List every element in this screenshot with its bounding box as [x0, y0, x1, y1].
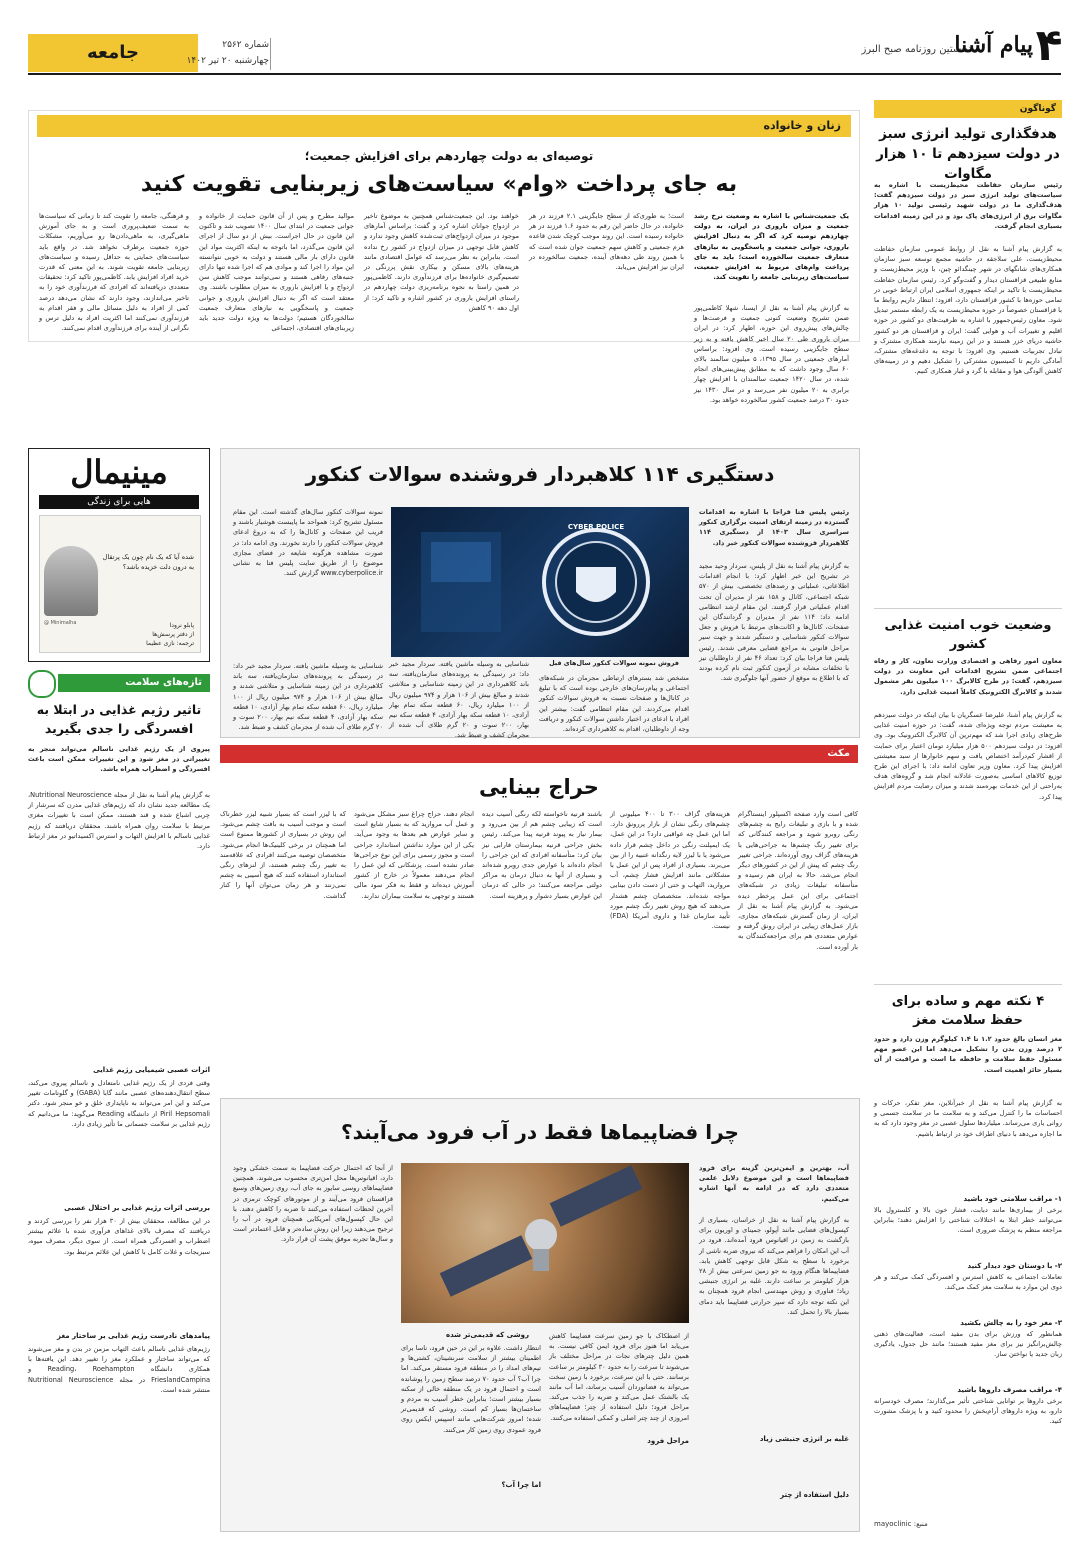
book-ad	[28, 448, 210, 662]
health-section-text: رژیم‌های غذایی ناسالم باعث التهاب مزمن در بدن و مغز می‌شوند که می‌تواند ساختار و عملکرد مغز را تغییر دهد. این یافته‌ها با همکاری دانشگاه Reading، Roehampton و FrieslandCampina در مجله Nutritional Neuroscience منتشر شده است.	[28, 1345, 210, 1394]
sidebar-kicker-bar	[874, 100, 1062, 118]
main-column: به گزارش پیام آشنا به نقل از ایسنا، شهلا کاظمی‌پور ضمن تشریح وضعیت کنونی جمعیت و فرصت‌ها و چالش‌های پیش‌روی این حوزه، اظهار کرد: در ایران میزان باروری طی ۲۰ سال اخیر کاهش یافته و به زیر سطح جایگزینی رسیده است. وی افزود: براساس آمارهای جمعیتی در سال ۱۳۹۵، ۵ میلیون سالمند بالای ۶۰ سال وجود داشت که به مطابق پیش‌بینی‌های انجام شده، در سال ۱۴۲۰ جمعیت سالمندان با افزایش چهار برابری به ۲۰ میلیون نفر می‌رسد و در سال ۱۴۳۰ نیز حدود ۳۰ درصد جمعیت کشور سالخورده خواهد بود.	[694, 304, 849, 404]
sidebar-story2-body: به گزارش پیام آشنا، علیرضا عسگریان با بیان اینکه در دولت سیزدهم به معیشت مردم توجه ویژه‌ای شده، گفت: در حوزه امنیت غذایی طرح‌های زیادی اجرا شد که مهم‌ترین آن کالابرگ الکترونیک بود. وی افزود: در دولت سیزدهم ۵۰۰ هزار میلیارد تومان اعتبار برای حمایت از اقشار کم‌درآمد اختصاص یافت و سهم خانوارها از سبد معیشتی افزایش پیدا کرد. معاون وزیر تعاون ادامه داد: با اجرای این طرح توزیع کالاهای اساسی به‌صورت عادلانه انجام شد و گروه‌های هدف به‌راحتی از این خدمات بهره‌مند شدند و میزان رضایت مردم افزایش پیدا کرد.	[874, 711, 1062, 801]
sidebar	[874, 100, 1062, 1530]
tip-text: تعاملات اجتماعی به کاهش استرس و افسردگی کمک می‌کند و هر دوی این موارد به سلامت مغز کمک می‌کند.	[874, 1273, 1062, 1292]
space-story	[220, 1098, 860, 1532]
space-subhead: اما چرا آب؟	[501, 1481, 541, 1489]
main-headline: به جای پرداخت «وام» سیاست‌های زیربنایی تقویت کنید	[140, 172, 738, 197]
spacecraft-photo	[401, 1163, 689, 1323]
police-headline: دستگیری ۱۱۴ کلاهبردار فروشنده سوالات کنکور	[305, 462, 775, 486]
poet-portrait	[44, 546, 98, 616]
masthead	[0, 0, 1089, 96]
tip-title: ۳- مغز خود را به چالش بکشید	[960, 1319, 1062, 1327]
space-subhead: مراحل فرود	[647, 1437, 689, 1445]
book-ad-title: مینیمال	[70, 453, 168, 491]
main-column: است؛ به طوری‌که از سطح جایگزینی ۲.۱ فرزند در هر خانواده، در حال حاضر این رقم به حدود ۱.۶ فرزند در هر خانواده رسیده است. این روند موجب کوچک شدن قاعده هرم جمعیتی و کاهش سهم جمعیت جوان شده است که با همین روند طی دهه‌های آینده، جمعیت سالخورده در ایران نیز افزایش می‌یابد.	[529, 212, 685, 272]
main-lead: یک جمعیت‌شناس با اشاره به وضعیت نرخ رشد جمعیت و میزان باروری در ایران، به دولت چهاردهم توصیه کرد که اگر به دنبال افزایش باروری، جوانی جمعیت و پاسخگویی به نیازهای متعارف جمعیت سالخورده است؛ باید به جای پرداخت وام‌های مربوط به افزایش جمعیت، سیاست‌های زیربنایی جامعه را تقویت کند.	[694, 212, 849, 282]
insight-column: که با لیزر است که بسیار شبیه لیزر خطرناک است و موجب آسیب به بافت چشم می‌شود. این روش در بسیاری از کشورها ممنوع است اما همچنان در برخی کلینیک‌ها انجام می‌شود. متخصصان توصیه می‌کنند افرادی که علاقه‌مند به تغییر رنگ چشم هستند، از لنزهای رنگی استاندارد استفاده کنند که هیچ آسیبی به چشم نمی‌زنند و هر زمان می‌توان آنها را کنار گذاشت.	[220, 810, 346, 900]
sidebar-story3-body: به گزارش پیام آشنا به نقل از خبرآنلاین، مغز تفکر، حرکات و احساسات ما را کنترل می‌کند و به سلامت ما در سلامت جسمی و روانی یاری می‌رساند. میلیاردها سلول عصبی در مغز وجود دارد که به ما اجازه می‌دهد با دنیای اطراف خود در ارتباط باشیم.	[874, 1099, 1062, 1138]
health-kicker-bar	[58, 674, 210, 692]
main-kicker-bar	[37, 115, 851, 137]
insight-story	[220, 745, 858, 1090]
insight-column: هزینه‌های گزاف ۳۰۰ تا ۴۰۰ میلیونی از چشم‌های رنگی نشان از بازار پررونق دارد. اما این عمل چه عواقبی دارد؟ در این عمل، یک ایمپلنت رنگی در داخل چشم قرار داده می‌شود یا با لیزر لایه رنگدانه عنبیه را از بین می‌برند. بسیاری از افراد پس از این عمل با مشکلاتی مانند افزایش فشار چشم، آب مروارید، التهاب و حتی از دست دادن بینایی مواجه شده‌اند. متخصصان چشم هشدار می‌دهند که هیچ روش تغییر رنگ چشم مورد تأیید سازمان غذا و داروی آمریکا (FDA) نیست.	[610, 810, 730, 931]
book-author-handle: @ Minimalha	[44, 620, 77, 626]
sidebar-divider	[874, 608, 1062, 609]
space-subhead: غلبه بر انرژی جنبشی زیاد	[759, 1435, 849, 1443]
health-lead: پیروی از یک رژیم غذایی ناسالم می‌تواند منجر به تغییراتی در مغز شود و این تغییرات ممکن است باعث افسردگی و اضطراب همراه باشد.	[28, 745, 210, 774]
police-column: به گزارش پیام آشنا به نقل از پلیس، سردار وحید مجید در تشریح این خبر اظهار کرد: با انجام اقدامات اطلاعاتی، عملیاتی و رصدهای تخصصی، بیش از ۵۷۰ شبکه اجتماعی، کانال و ۱۵۸ نفر از مدیران آن تحت اقدام عملیاتی قرار گرفتند. این مقام ارشد انتظامی ادامه داد: ۱۱۴ نفر از مدیران و گردانندگان این صفحات، کانال‌ها و اکانت‌های مرتبط با فروش و جعل سوالات کنکور شناسایی و دستگیر شدند و جهت سیر مراحل قانونی به مراجع قضایی معرفی شدند. رئیس پلیس فتا فراجا بیان کرد: تعداد ۴۶ نفر از داوطلبان نیز با تخلفات مشابه در آزمون کنکور ثبت نام کرده بودند که با اطلاع به موقع از حضور آنها جلوگیری شد.	[699, 562, 849, 683]
issue-date: چهارشنبه ۲۰ تیر ۱۴۰۲	[186, 56, 269, 66]
cyber-police-emblem-icon	[391, 507, 689, 657]
police-column: شناسایی به وسیله ماشین یافته. سردار مجید خبر داد: در رسیدگی به پرونده‌های سازمان‌یافته، سه باند کلاهبرداری در این زمینه شناسایی و متلاشی شدند و مبالغ بیش از ۱۰۶ هزار و ۹۷۴ میلیون ریال از ۱۰۰ میلیارد ریال، ۶۰ قطعه سکه تمام بهار آزادی، ۱۰ قطعه سکه بهار آزادی، ۴ قطعه سکه نیم بهار، ۲۰۰ سوت و ۲۰ گرم طلای آب شده از مجرمان کشف و ضبط شد.	[389, 660, 530, 740]
tip-text: برخی داروها بر توانایی شناختی تأثیر می‌گذارند؛ مصرف خودسرانه دارو، به ویژه داروهای آرام‌بخش را محدود کنید و با پزشک مشورت کنید.	[874, 1397, 1062, 1426]
tip-title: ۲- با دوستان خود دیدار کنید	[967, 1262, 1062, 1270]
sidebar-story2-lead: معاون امور رفاهی و اقتصادی وزارت تعاون، کار و رفاه اجتماعی ضمن تشریح اقدامات این معاونت در دولت سیزدهم، گفت: در طرح کالابرگ ۱۰۰ میلیون نفر مشمول شدند و کالابرگ الکترونیک کاملاً امنیت غذایی دارد.	[874, 657, 1062, 696]
health-section-text: در این مطالعه، محققان بیش از ۳۰ هزار نفر را بررسی کردند و دریافتند که مصرف بالای غذاهای فرآوری شده با علائم بیشتر اضطراب و افسردگی همراه است. از سوی دیگر، مصرف میوه، سبزیجات و غلات کامل با کاهش این علائم مرتبط بود.	[28, 1217, 210, 1256]
book-cover	[39, 515, 201, 653]
slogan: نخستین روزنامه صبح البرز	[861, 44, 971, 55]
space-column: انتظار داشت. علاوه بر این در حین فرود، ناسا برای اطمینان بیشتر از سلامت سرنشینان، کشتی‌ها و تیم‌های امداد را در منطقه فرود مستقر می‌کند. اما چرا آب؟ آب حدود ۷۰ درصد سطح زمین را پوشانده است و احتمال فرود در یک منطقه خالی از سکنه بسیار بیشتر است؛ بنابراین خطر آسیب به مردم و ساختمان‌ها بسیار کم است. روشی که قدیمی‌تر شده؛ امروز شرکت‌هایی مانند اسپیس ایکس روی فرود عمودی روی زمین کار می‌کنند.	[401, 1344, 541, 1434]
health-section-title: اثرات عصبی شیمیایی رژیم غذایی	[93, 1066, 210, 1074]
space-column: از آنجا که احتمال حرکت فضاپیما به سمت خشکی وجود دارد، اقیانوس‌ها محل امن‌تری محسوب می‌شوند. همچنین فضاپیماهای روسی سایوز به جای آب، روی زمین‌های وسیع قزاقستان فرود می‌آیند و از موتورهای کوچک ترمزی در آخرین لحظات استفاده می‌کنند تا ضربه را کاهش دهند. با این حال کپسول‌های آمریکایی همچنان فرود در آب را ترجیح می‌دهند زیرا این روش ساده‌تر و قابل اعتمادتر است و سال‌ها تجربه موفق پشت آن قرار دارد.	[233, 1164, 393, 1244]
sidebar-story3-lead: مغز انسان بالغ حدود ۱.۲ تا ۱.۴ کیلوگرم وزن دارد و حدود ۲ درصد وزن بدن را تشکیل می‌دهد اما این عضو مهم مسئول حفظ سلامت و حافظه ما است و مراقبت از آن بسیار حائز اهمیت است.	[874, 1035, 1062, 1074]
space-headline: چرا فضاپیماها فقط در آب فرود می‌آیند؟	[341, 1120, 739, 1144]
sidebar-kicker: گوناگون	[1019, 104, 1056, 114]
health-body: به گزارش پیام آشنا به نقل از مجله Nutritional Neuroscience، یک مطالعه جدید نشان داد که رژیم‌های غذایی مدرن که سرشار از چربی اشباع شده و قند هستند، ممکن است با تغییرات مغزی مرتبط با سلامت روان همراه باشند. محققان دریافتند که رژیم غذایی ناسالم با افزایش التهاب و استرس اکسیداتیو در مغز ارتباط دارد.	[28, 791, 210, 851]
insight-headline: حراج بینایی	[479, 775, 599, 799]
main-column: خواهند بود. این جمعیت‌شناس همچنین به موضوع تاخیر در ازدواج جوانان اشاره کرد و گفت: براساس آمارهای موجود در میزان ازدواج‌های ثبت‌شده کاهش وجود ندارد و کاهش قابل توجهی در میزان ازدواج در کشور رخ نداده است. بنابراین به نظر می‌رسد که عوامل اقتصادی مانند هزینه‌های بالای مسکن و بیکاری نقش پررنگی در تصمیم‌گیری خانواده‌ها برای فرزندآوری دارند. کاظمی‌پور در همین راستا به نحوه برنامه‌ریزی دولت چهاردهم در راستای افزایش باروری در کشور اشاره و تاکید کرد: از اول دهه ۹۰ کاهش	[364, 212, 519, 312]
police-column-extra: شناسایی به وسیله ماشین یافته. سردار مجید خبر داد: در رسیدگی به پرونده‌های سازمان‌یافته، سه باند کلاهبرداری در این زمینه شناسایی و متلاشی شدند و مبالغ بیش از ۱۰۶ هزار و ۹۷۴ میلیون ریال از ۱۰۰ میلیارد ریال، ۶۰ قطعه سکه تمام بهار آزادی، ۱۰ قطعه سکه بهار آزادی، ۴ قطعه سکه نیم بهار، ۲۰۰ سوت و ۲۰ گرم طلای آب شده از مجرمان کشف و ضبط شد.	[233, 662, 384, 732]
main-article	[28, 110, 860, 404]
brain-tips	[874, 1194, 1062, 1514]
space-subhead: روشی که قدیمی‌تر شده	[445, 1331, 529, 1339]
space-intro: آب، بهترین و ایمن‌ترین گزینه برای فرود فضاپیماها است و این موضوع دلایل علمی متعددی دارد که در ادامه به آنها اشاره می‌کنیم.	[699, 1164, 849, 1203]
sidebar-story1-headline: هدفگذاری تولید انرژی سبز در دولت سیزدهم تا ۱۰ هزار مگاوات	[876, 126, 1060, 182]
police-story	[220, 448, 860, 738]
sidebar-story1-lead: رئیس سازمان حفاظت محیط‌زیست با اشاره به سیاست‌های تولید انرژی سبز در دولت سیزدهم گفت: هدف‌گذاری ما در دولت شهید رئیسی تولید ۱۰ هزار مگاوات برق از انرژی‌های پاک بود و در این زمینه اقدامات بسیاری انجام گرفت.	[874, 181, 1063, 230]
health-logo-icon	[28, 670, 56, 698]
police-caption-bar	[539, 659, 689, 671]
issue-number: شماره ۲۵۶۲	[222, 40, 269, 50]
space-column: به گزارش پیام آشنا به نقل از خراسان، بسیاری از کپسول‌های فضایی مانند آپولو، جمینای و اوریون برای بازگشت به زمین در اقیانوس فرود آمده‌اند. فرود در آب این امکان را فراهم می‌کند که نیروی ضربه ناشی از برخورد با سطح به شکل قابل توجهی کاهش یابد. فضاپیماها هنگام ورود به جو زمین سرعتی بیش از ۲۸ هزار کیلومتر بر ساعت دارند. غلبه بر انرژی جنبشی زیاد؛ فناوری و روش مهندسی انجام فرود همچنان به این نکته توجه دارد که سپر حرارتی فضاپیما باید دمای بسیار بالا را تحمل کند.	[699, 1216, 849, 1316]
section-tab	[28, 34, 198, 72]
insight-column: کافی است وارد صفحه اکسپلور اینستاگرام شده و با بازی و تبلیغات رایج به چشم‌های رنگی روبرو شوید و مراجعه کنندگانی که برای تغییر رنگ چشم‌ها به جراحی‌هایی با هزینه‌های گزاف روی آورده‌اند. جراحی تغییر رنگ چشم که پیش از این در کشورهای دیگر انجام می‌شد، حالا به ایران هم رسیده و متأسفانه تبلیغات زیادی در شبکه‌های اجتماعی برای این عمل پرخطر دیده می‌شود. به گزارش پیام آشنا به نقل از ایران، از زمان گسترش شبکه‌های مجازی، بازار عمل‌های زیبایی در ایران رونق گرفته و عوارض متعددی هم برای مراجعه‌کنندگان به بار آورده است.	[738, 810, 858, 951]
main-kicker: زنان و خانواده	[763, 119, 841, 132]
sidebar-story2-headline: وضعیت خوب امنیت غذایی کشور	[884, 618, 1052, 652]
cyber-police-badge: CYBER POLICE	[567, 523, 625, 531]
health-section-text: وقتی فردی از یک رژیم غذایی نامتعادل و ناسالم پیروی می‌کند، سطح انتقال‌دهنده‌های عصبی مانند گابا (GABA) و گلوتامات تغییر می‌کند و این امر می‌تواند به ناپایداری خلق و خو منجر شود. دکتر Piril Hepsomali از دانشگاه Reading می‌گوید: ما می‌دانیم که رژیم غذایی بر سلامت جسمانی ما تأثیر زیادی دارد.	[28, 1079, 210, 1128]
police-photo	[391, 507, 689, 657]
sidebar-divider	[874, 984, 1062, 985]
insight-column: انجام دهند. حراج چراغ سبز مشکل می‌شود و عمل آب مروارید که به بسیار شایع است و سایر عوارض هم بعدها به وجود می‌آید. یکی از این موارد نداشتن استاندارد جراحی است و مجوز رسمی برای این نوع جراحی‌ها صادر نشده است. پزشکانی که این عمل را انجام می‌دهند معمولاً در خارج از کشور آموزش دیده‌اند و فقط به فکر سود مالی هستند و توجهی به سلامت بیماران ندارند.	[354, 810, 474, 900]
sidebar-story3-headline: ۴ نکته مهم و ساده برای حفظ سلامت مغز	[891, 994, 1045, 1028]
health-kicker: تازه‌های سلامت	[125, 677, 202, 688]
insight-kicker-bar	[220, 745, 858, 763]
newspaper-logo: پیام آشنا	[954, 32, 1033, 58]
tip-text: همانطور که ورزش برای بدن مفید است، فعالیت‌های ذهنی چالش‌برانگیز نیز برای مغز مفید هستند؛ مانند حل جدول، یادگیری زبان جدید یا نواختن ساز.	[874, 1330, 1062, 1359]
main-overline: توصیه‌ای به دولت چهاردهم برای افزایش جمعیت؛	[304, 149, 594, 163]
police-column: مشخص شد بسترهای ارتباطی مجرمان در شبکه‌های اجتماعی و پیام‌رسان‌های خارجی بوده است که با تبلیغ در کانال‌ها و صفحات نسبت به فروش سوالات کنکور اقدام می‌کردند. این مقام انتظامی گفت: بیشتر این افراد با ادعای در اختیار داشتن سوالات کنکور و دریافت وجه از داوطلبان، اقدام به کلاهبرداری کرده‌اند.	[539, 674, 689, 734]
spacecraft-icon	[401, 1163, 689, 1323]
book-quote: شده آیا که یک نام چون یک پرتقال به درون دلت خزیده باشد؟	[102, 553, 194, 571]
health-headline: تاثیر رژیم غذایی در ابتلا به افسردگی را جدی بگیرید	[36, 702, 202, 736]
health-section-title: بررسی اثرات رژیم غذایی بر اختلال عصبی	[64, 1204, 210, 1212]
police-lead: رئیس پلیس فتا فراجا با اشاره به اقدامات گسترده در زمینه ارتقای امنیت برگزاری کنکور سراسری سال ۱۴۰۳ از دستگیری ۱۱۴ کلاهبردار فروشنده سوالات کنکور خبر داد.	[699, 508, 849, 547]
book-source: از دفتر پرسش‌ها	[152, 631, 194, 638]
insight-kicker: مکث	[827, 748, 850, 759]
space-subhead: دلیل استفاده از چتر	[780, 1491, 849, 1499]
health-box	[28, 670, 210, 1530]
book-poet: پابلو نرودا	[169, 622, 194, 629]
health-section-title: پیامدهای نادرست رژیم غذایی بر ساختار مغز	[57, 1332, 210, 1340]
police-column: نمونه سوالات کنکور سال‌های گذشته است. این مقام مسئول تشریح کرد: همواحد ما پایبست هوشیار باشند و فریب این صفحات و کانال‌ها را که به دروغ ادعای فروش سوالات کنکور را دارند نخورند. وی ادامه داد: در صورت مشاهده هرگونه شایعه در فضای مجازی موضوع را از طریق سایت پلیس فتا به نشانی www.cyberpolice.ir گزارش کنند.	[233, 508, 383, 578]
section-title: جامعه	[87, 42, 139, 63]
space-column: از اصطکاک با جو زمین سرعت فضاپیما کاهش می‌یابد اما هنوز برای فرود ایمن کافی نیست. به همین دلیل چترهای نجات در مراحل مختلف باز می‌شوند تا سرعت را به حدود ۳۰ کیلومتر بر ساعت برسانند. حتی با این سرعت، برخورد با زمین سخت می‌تواند به فضانوردان آسیب برساند، اما آب مانند یک بالشتک عمل می‌کند و ضربه را جذب می‌کند. مراحل فرود؛ دلیل استفاده از چتر؛ فضاپیماهای امروزی از چند چتر اصلی و کمکی استفاده می‌کنند.	[549, 1332, 689, 1422]
masthead-divider	[270, 38, 271, 70]
page-number: ۴	[1035, 20, 1063, 71]
book-translator: ترجمه: نازی عظیما	[146, 640, 194, 647]
police-caption: فروش نمونه سوالات کنکور سال‌های قبل	[549, 659, 679, 667]
main-column: و فرهنگی، جامعه را تقویت کند تا زمانی که سیاست‌ها به سمت ضعیف‌پروری است و به جای آموزش ماهی‌گیری، به ماهی‌دادن‌ها رو می‌آوریم، مشکلات حوزه جمعیت برطرف نخواهد شد. در واقع باید سیاست‌های حمایتی به حداقل رسیده و سیاست‌های زیربنایی جامعه تقویت شوند. به این معنی که قدرت خرید افراد افزایش یابد. کاظمی‌پور تاکید کرد: تحقیقات متعددی دریافته‌اند که افرادی که فرزندآوری خود را به تاخیر می‌اندازند، وجود دارند که نشان می‌دهد درصد کمی از افراد به دلیل مسائل مالی و فقر اقدام به فرزندآوری نمی‌کنند اما اکثریت افراد به دلیل ترس و نگرانی از آینده برای فرزندآوری اقدام نمی‌کنند.	[39, 212, 189, 333]
tip-title: ۴- مراقب مصرف داروها باشید	[957, 1386, 1062, 1394]
tip-title: ۱- مراقب سلامتی خود باشید	[963, 1195, 1062, 1203]
insight-column: باشند قرنیه ناخواسته لکه رنگی آسیب دیده است که زیبایی چشم هم از بین می‌رود و بیمار نیاز به پیوند قرنیه پیدا می‌کند. رئیس بخش جراحی قرنیه بیمارستان فارابی نیز بیان کرد: متأسفانه افرادی که این جراحی را انجام داده‌اند با عوارض جدی روبرو شده‌اند و بسیاری از آنها به دنبال درمان به مراکز دولتی مراجعه می‌کنند؛ در حالی که درمان این عوارض بسیار دشوار و پرهزینه است.	[482, 810, 602, 900]
masthead-rule	[28, 73, 1061, 75]
main-column: موالید مطرح و پس از آن قانون حمایت از خانواده و جوانی جمعیت در ابتدای سال ۱۴۰۰ تصویب شد و تاکنون این قانون در حال اجراست. بیش از دو سال از اجرای این قانون می‌گذرد، اما باتوجه به اینکه اکثریت مواد این قانون دارای بار مالی هستند و دولت به خوبی نتوانسته این مواد را اجرا کند و موادی هم که اجرا شده تنها دارای جنبه‌های رفاهی هستند و نمی‌توانند موجب کاهش سن ازدواج و یا افزایش باروری به میزان مطلوب باشند. وی معتقد است که اگر به دنبال افزایش باروری و جوانی جمعیت و پاسخگویی به نیازهای متعارف جمعیت سالخوردگان هستیم؛ دولت‌ها به ویژه دولت جدید باید زیربنای‌های اقتصادی، اجتماعی	[199, 212, 354, 333]
source-credit: منبع: mayoclinic	[874, 1520, 928, 1528]
sidebar-story1-body: به گزارش پیام آشنا به نقل از روابط عمومی سازمان حفاظت محیط‌زیست، علی سلاجقه در حاشیه مجمع توسعه سبز سازمان همکاری‌های شانگهای در شهر چینگدائو چین، با وزیر محیط‌زیست و منابع طبیعی قزاقستان دیدار و گفت‌وگو کرد. رئیس سازمان حفاظت محیط‌زیست با تاکید بر اینکه جمهوری اسلامی ایران ارتباط خوبی در تمامی حوزه‌ها با کشور قزاقستان دارد، افزود: انتظار داریم روابط ما با قزاقستان خصوصاً در حوزه محیط‌زیست به یک رابطه مستمر تبدیل شود. معاون رئیس‌جمهور با اشاره به ظرفیت‌های دو کشور در حوزه اقلیم و تغییرات آب و هوایی گفت: ایران و قزاقستان هر دو کشور حاشیه دریای خزر هستند و در این زمینه نیازمند همکاری مشترک و تبادل تجربیات هستیم. وی افزود: با توجه به دغدغه‌های مشترک، آمادگی داریم تا کمیسیون مشترکی را تشکیل دهیم و در زمینه‌های کاهش آلودگی هوا و مقابله با گرد و غبار همکاری کنیم.	[874, 245, 1062, 376]
book-ad-subtitle: هایی برای زندگی	[39, 495, 199, 509]
tip-text: برخی از بیماری‌ها مانند دیابت، فشار خون بالا و کلسترول بالا می‌توانند خطر ابتلا به اختلالات شناختی را افزایش دهند؛ بنابراین مراجعه منظم به پزشک ضروری است.	[874, 1206, 1062, 1235]
